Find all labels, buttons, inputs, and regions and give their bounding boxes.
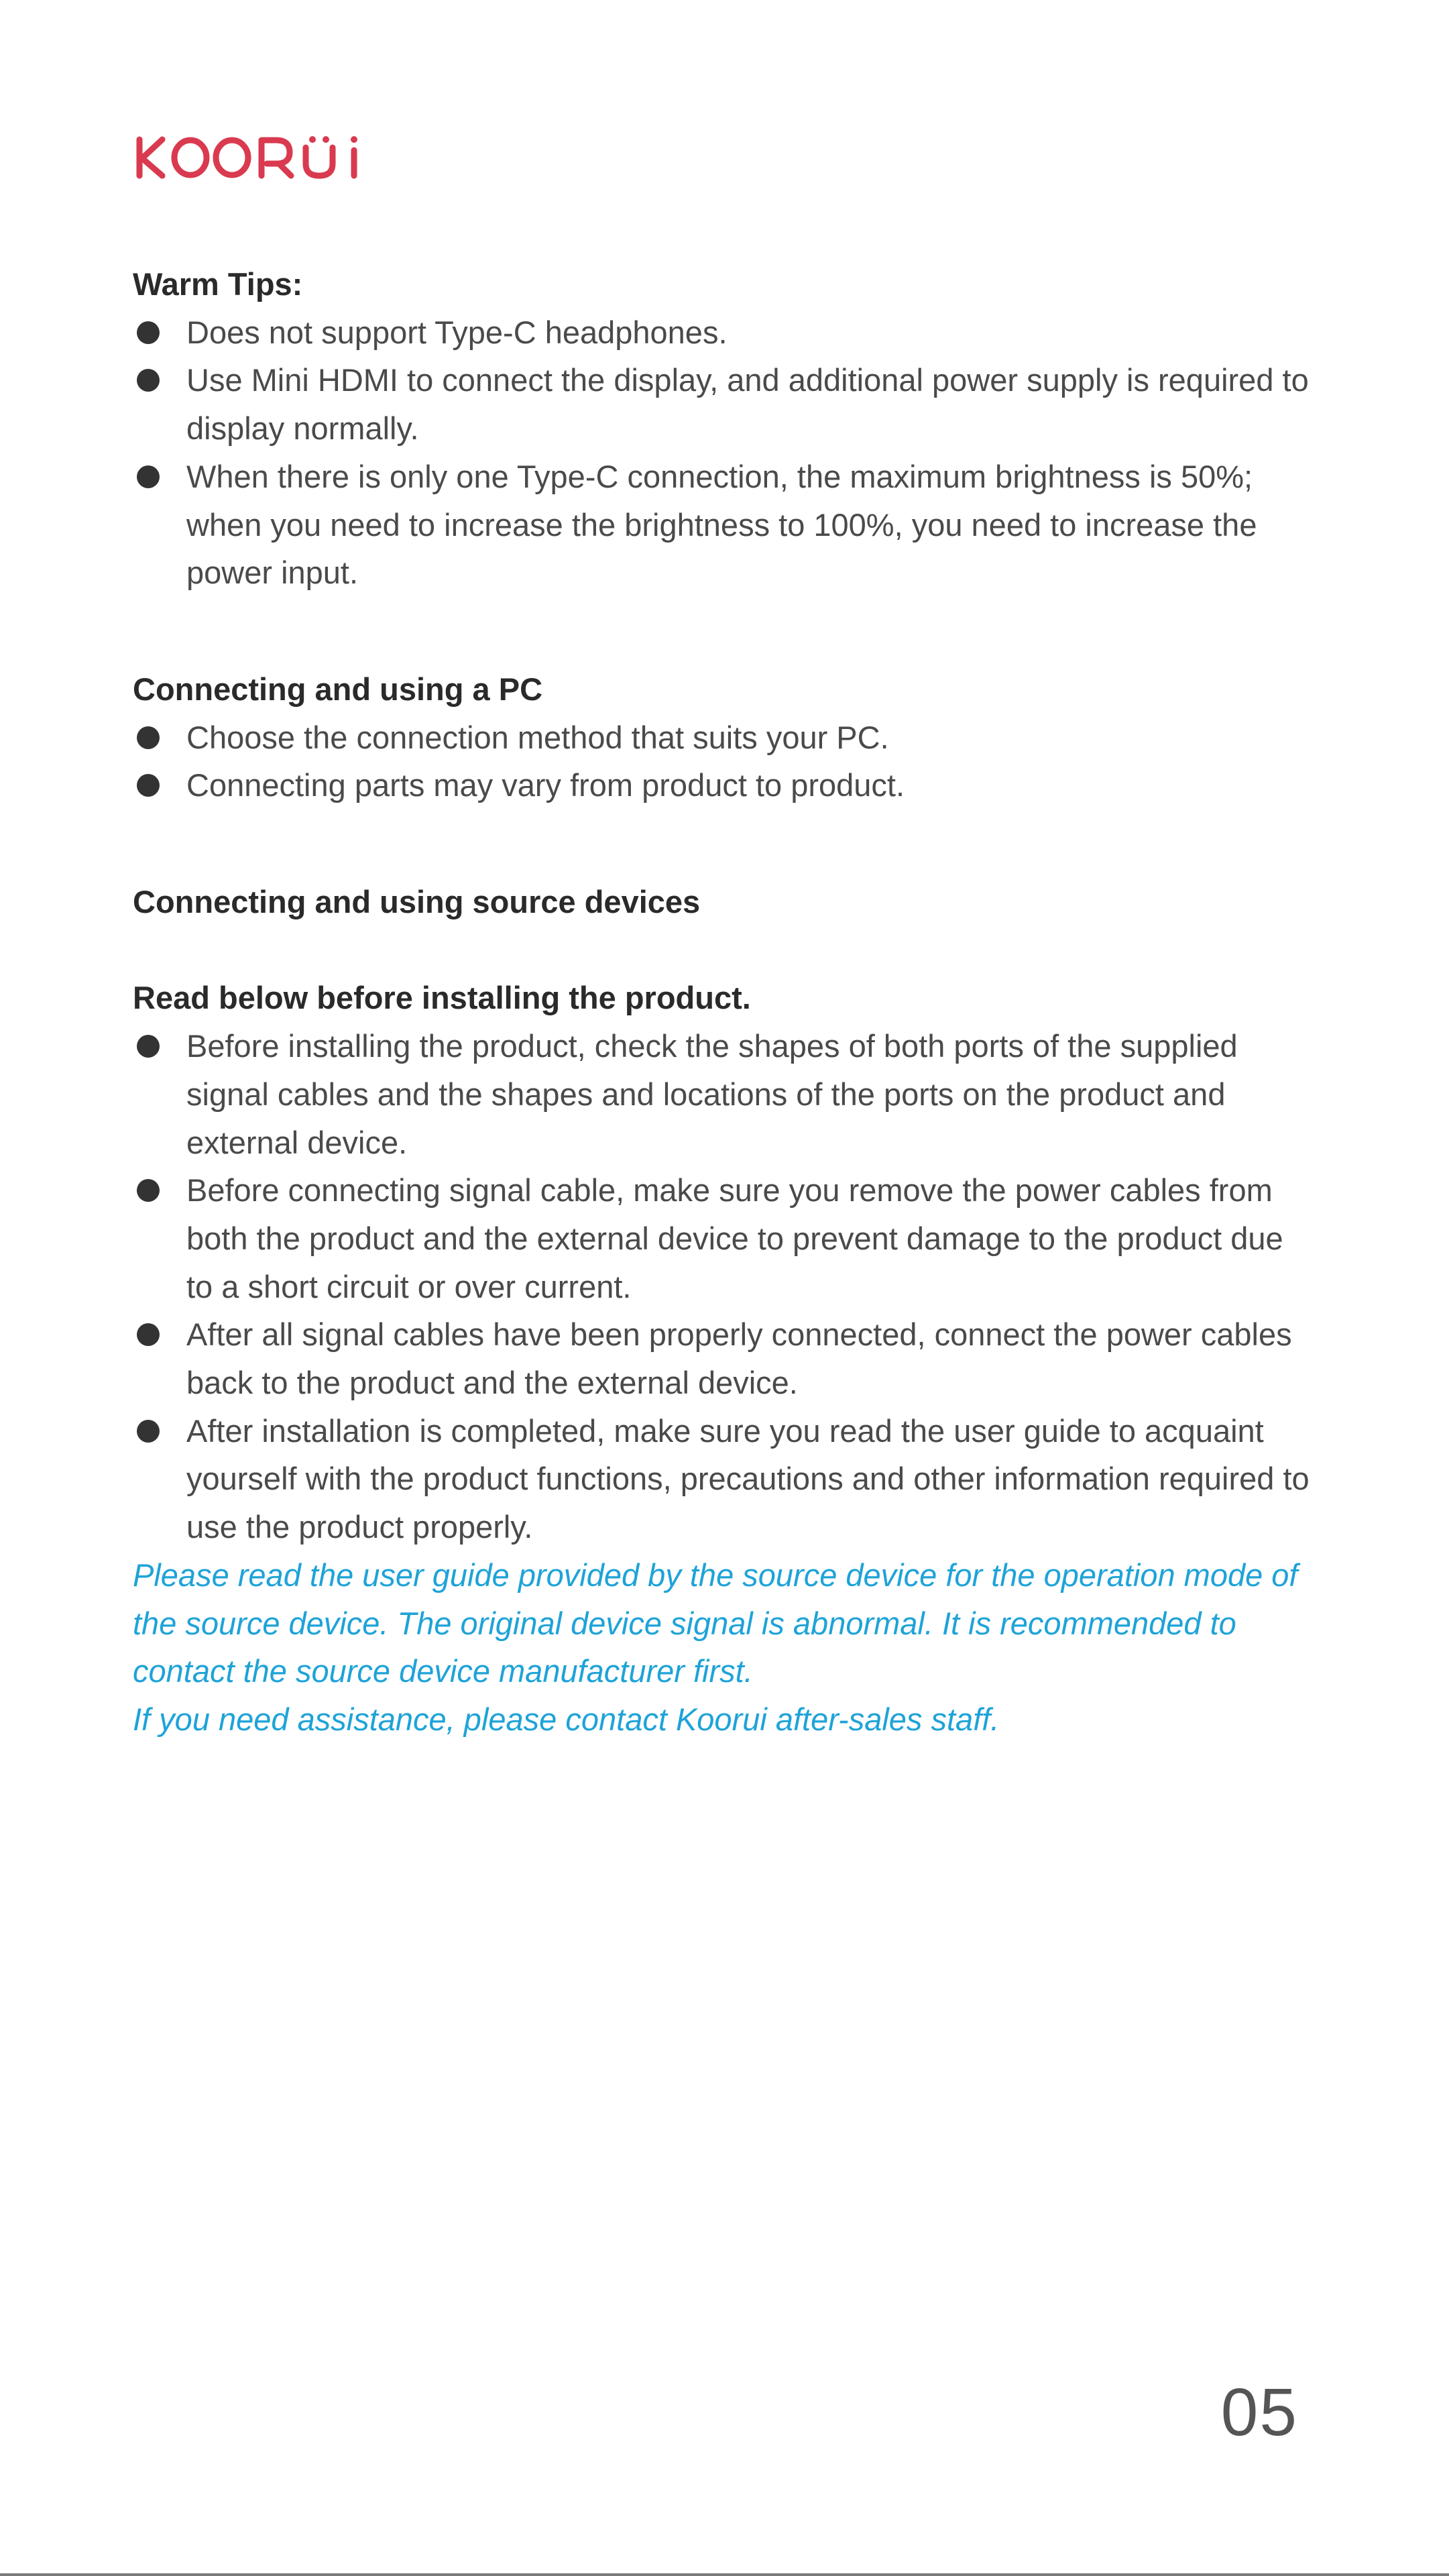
spacer: [133, 926, 1313, 974]
list-item-text: Connecting parts may vary from product to product.: [186, 767, 905, 803]
bullet-icon: [137, 726, 160, 749]
pc-section-list: [133, 714, 1313, 809]
warm-tips-heading: Warm Tips:: [133, 266, 303, 302]
list-item: [133, 761, 1313, 809]
bullet-icon: [137, 465, 160, 488]
list-item: [133, 1022, 1313, 1166]
list-item-text: Before installing the product, check the shapes of both ports of the supplied signal cables and the shapes and locations of the ports on the product and external device.: [186, 1028, 1238, 1160]
read-below-list: [133, 1022, 1313, 1551]
spacer: [133, 597, 1313, 665]
list-item-text: When there is only one Type-C connection, the maximum brightness is 50%; when you need to increase the brightness to 100%, you need to increase the power input.: [186, 458, 1257, 591]
list-item-text: After all signal cables have been properly connected, connect the power cables back to the product and the external device.: [186, 1317, 1292, 1401]
list-item: [133, 453, 1313, 597]
source-device-note: Please read the user guide provided by the source device for the operation mode of the source device. The original device signal is abnormal. It is recommended to contact the source device manufacturer first.: [133, 1557, 1298, 1689]
bullet-icon: [137, 1035, 160, 1058]
bullet-icon: [137, 1323, 160, 1346]
list-item: [133, 1310, 1313, 1406]
bullet-icon: [137, 1420, 160, 1443]
source-section-heading: Connecting and using source devices: [133, 884, 701, 920]
bottom-divider: [0, 2573, 1449, 2576]
list-item-text: Use Mini HDMI to connect the display, and additional power supply is required to display normally.: [186, 362, 1309, 447]
read-below-heading: Read below before installing the product.: [133, 980, 751, 1016]
list-item-text: Before connecting signal cable, make sure you remove the power cables from both the product and the external device to prevent damage to the product due to a short circuit or over current.: [186, 1172, 1283, 1304]
bullet-icon: [137, 1179, 160, 1202]
list-item: [133, 714, 1313, 762]
list-item: [133, 309, 1313, 357]
bullet-icon: [137, 774, 160, 797]
spacer: [133, 809, 1313, 878]
bullet-icon: [137, 321, 160, 344]
list-item-text: After installation is completed, make sure you read the user guide to acquaint yourself with the product functions, precautions and other information required to use the product properly.: [186, 1412, 1310, 1545]
main-content: [133, 260, 1313, 1744]
after-sales-note: If you need assistance, please contact Koorui after-sales staff.: [133, 1701, 1000, 1737]
list-item-text: Choose the connection method that suits your PC.: [186, 719, 889, 755]
list-item: [133, 1166, 1313, 1310]
list-item: [133, 356, 1313, 452]
list-item-text: Does not support Type-C headphones.: [186, 314, 728, 350]
warm-tips-list: [133, 309, 1313, 597]
pc-section-heading: Connecting and using a PC: [133, 671, 543, 707]
page-number: 05: [1220, 2375, 1298, 2450]
list-item: [133, 1407, 1313, 1551]
koorui-logo: [133, 134, 374, 181]
bullet-icon: [137, 369, 160, 392]
